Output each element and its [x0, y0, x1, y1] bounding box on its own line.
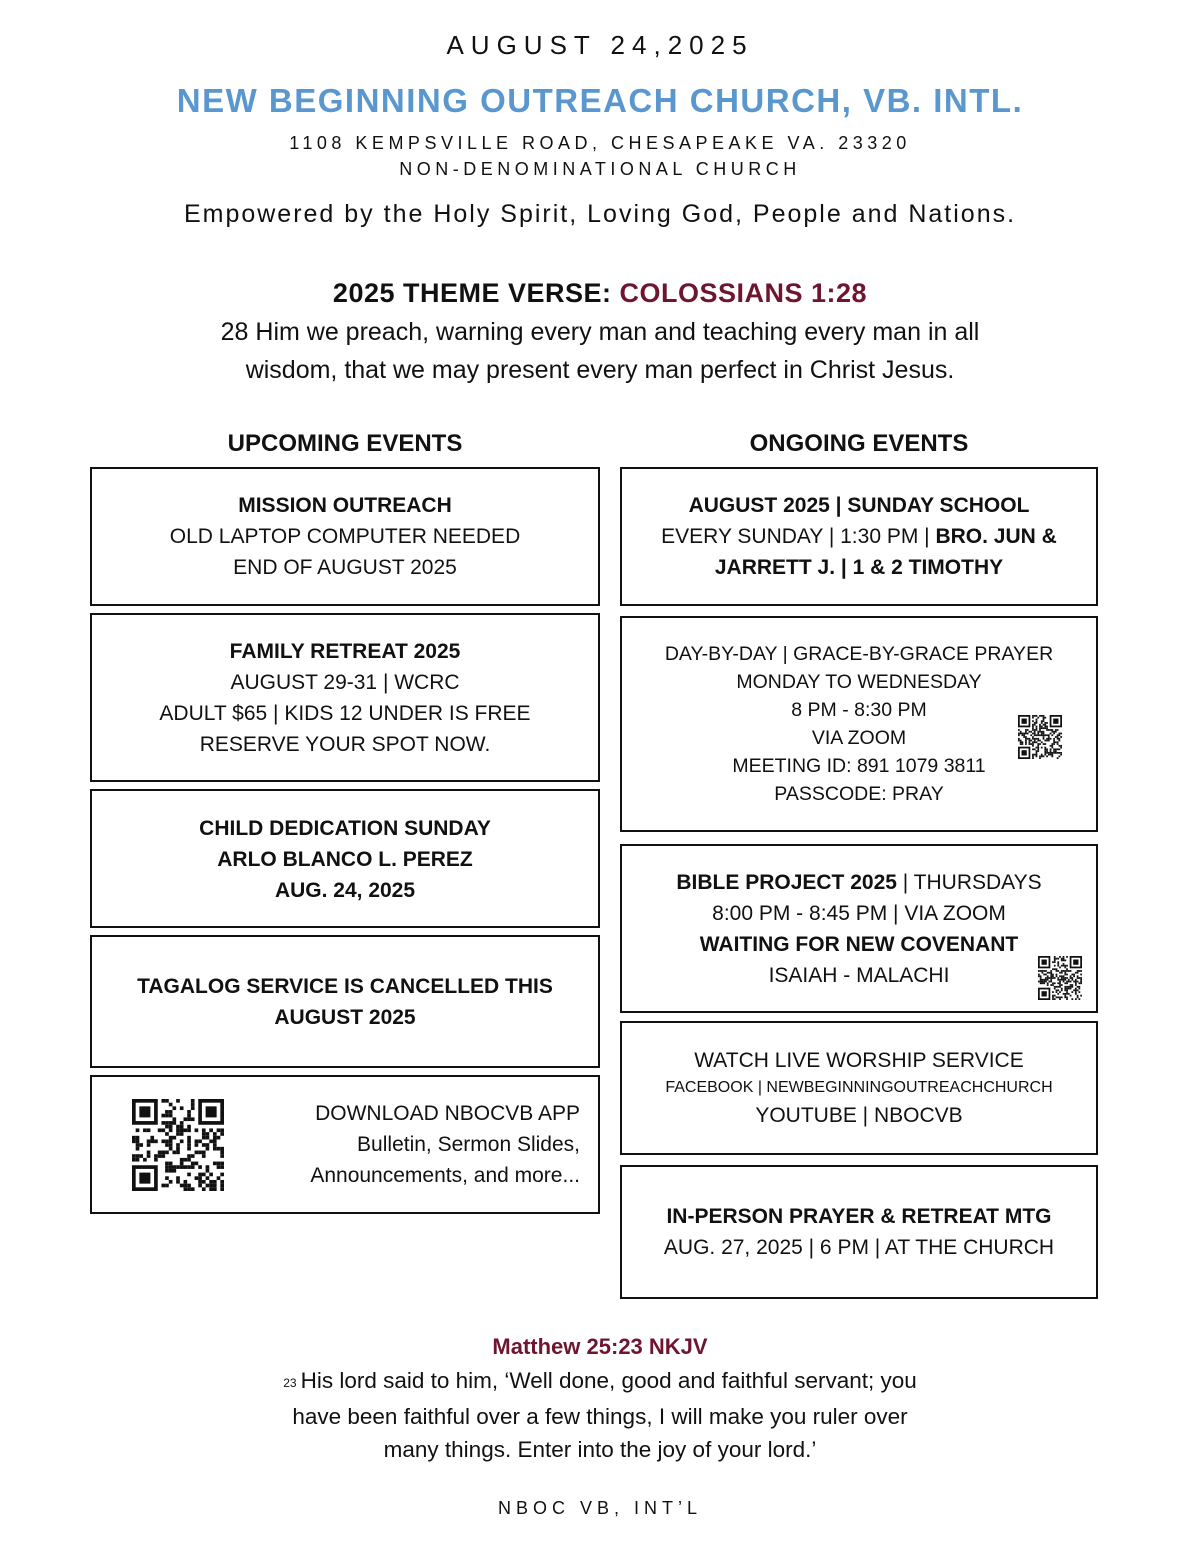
qr-code-icon[interactable]: [1018, 715, 1062, 759]
in-person-prayer-title: IN-PERSON PRAYER & RETREAT MTG: [666, 1205, 1052, 1228]
family-retreat-card: [90, 613, 600, 782]
zoom-prayer-platform: VIA ZOOM: [811, 727, 907, 749]
app-download-card: [90, 1075, 600, 1214]
church-denomination: NON-DENOMINATIONAL CHURCH: [399, 159, 801, 179]
app-download-more: Announcements, and more...: [310, 1164, 580, 1187]
closing-verse-line: have been faithful over a few things, I will make you ruler over: [292, 1404, 908, 1429]
sunday-school-title: AUGUST 2025 | SUNDAY SCHOOL: [688, 494, 1030, 517]
zoom-prayer-title: DAY-BY-DAY | GRACE-BY-GRACE PRAYER: [664, 643, 1054, 665]
sunday-school-teacher: BRO. JUN &: [935, 525, 1057, 548]
zoom-prayer-time: 8 PM - 8:30 PM: [791, 699, 927, 721]
child-dedication-title: CHILD DEDICATION SUNDAY: [199, 817, 491, 840]
live-worship-title: WATCH LIVE WORSHIP SERVICE: [694, 1049, 1024, 1072]
child-dedication-name: ARLO BLANCO L. PEREZ: [217, 848, 473, 871]
upcoming-events-heading: UPCOMING EVENTS: [227, 430, 463, 457]
bible-project-heading: [676, 867, 1041, 898]
family-retreat-reserve: RESERVE YOUR SPOT NOW.: [199, 732, 491, 756]
family-retreat-title: FAMILY RETREAT 2025: [229, 639, 461, 663]
bible-project-title: BIBLE PROJECT 2025: [676, 870, 897, 894]
youtube-link[interactable]: YOUTUBE | NBOCVB: [755, 1104, 963, 1127]
bible-project-day: | THURSDAYS: [896, 870, 1042, 894]
app-download-text: [258, 1098, 580, 1191]
theme-verse-reference: COLOSSIANS 1:28: [619, 278, 868, 308]
bible-project-card: [620, 844, 1098, 1013]
theme-verse-text: [0, 313, 1200, 389]
sunday-school-schedule: [661, 521, 1057, 552]
footer-church-abbrev: NBOC VB, INT’L: [497, 1498, 703, 1518]
mission-outreach-title: MISSION OUTREACH: [238, 494, 452, 517]
zoom-prayer-days: MONDAY TO WEDNESDAY: [736, 671, 982, 693]
live-worship-card: [620, 1021, 1098, 1155]
church-name: NEW BEGINNING OUTREACH CHURCH, VB. INTL.: [176, 82, 1024, 119]
zoom-prayer-card: [620, 616, 1098, 832]
child-dedication-card: [90, 789, 600, 928]
in-person-prayer-details: AUG. 27, 2025 | 6 PM | AT THE CHURCH: [663, 1236, 1055, 1259]
mission-outreach-date: END OF AUGUST 2025: [233, 556, 457, 579]
app-download-title: DOWNLOAD NBOCVB APP: [315, 1102, 580, 1125]
mission-outreach-card: [90, 467, 600, 606]
theme-verse-heading: [0, 278, 1200, 309]
family-retreat-dates: AUGUST 29-31 | WCRC: [230, 670, 460, 694]
theme-verse-line: 28 Him we preach, warning every man and teaching every man in all: [220, 318, 980, 346]
bible-project-books: ISAIAH - MALACHI: [768, 963, 950, 987]
qr-code-icon[interactable]: [1038, 956, 1082, 1000]
in-person-prayer-card: [620, 1165, 1098, 1299]
tagalog-service-notice: TAGALOG SERVICE IS CANCELLED THIS: [137, 974, 553, 998]
family-retreat-price: ADULT $65 | KIDS 12 UNDER IS FREE: [159, 701, 531, 725]
tagalog-service-month: AUGUST 2025: [274, 1005, 416, 1029]
qr-code-icon[interactable]: [132, 1099, 224, 1191]
bible-project-series: WAITING FOR NEW COVENANT: [699, 932, 1019, 956]
facebook-link[interactable]: FACEBOOK | NEWBEGINNINGOUTREACHCHURCH: [665, 1079, 1053, 1096]
church-address: 1108 KEMPSVILLE ROAD, CHESAPEAKE VA. 23320: [289, 133, 911, 153]
theme-verse-label: 2025 THEME VERSE:: [332, 278, 620, 308]
zoom-meeting-id: MEETING ID: 891 1079 3811: [732, 755, 986, 777]
closing-verse-reference: Matthew 25:23 NKJV: [492, 1334, 708, 1359]
sunday-school-time: EVERY SUNDAY | 1:30 PM |: [661, 525, 936, 548]
closing-verse-line: 23 His lord said to him, ‘Well done, good and faithful servant; you: [283, 1368, 917, 1393]
church-tagline: Empowered by the Holy Spirit, Loving God, People and Nations.: [183, 200, 1017, 228]
theme-verse-line: wisdom, that we may present every man perfect in Christ Jesus.: [245, 356, 955, 384]
sunday-school-card: [620, 467, 1098, 606]
closing-verse-text: [220, 1364, 980, 1466]
verse-number: 23: [283, 1376, 297, 1390]
tagalog-service-card: [90, 935, 600, 1068]
child-dedication-date: AUG. 24, 2025: [274, 879, 416, 902]
zoom-passcode: PASSCODE: PRAY: [774, 783, 944, 805]
bulletin-date: AUGUST 24,2025: [446, 30, 754, 60]
sunday-school-topic: JARRETT J. | 1 & 2 TIMOTHY: [714, 556, 1004, 579]
app-download-features: Bulletin, Sermon Slides,: [357, 1133, 580, 1156]
ongoing-events-heading: ONGOING EVENTS: [749, 430, 969, 457]
mission-outreach-detail: OLD LAPTOP COMPUTER NEEDED: [169, 525, 521, 548]
bible-project-time: 8:00 PM - 8:45 PM | VIA ZOOM: [712, 901, 1006, 925]
closing-verse-line: many things. Enter into the joy of your lord.’: [383, 1437, 817, 1462]
